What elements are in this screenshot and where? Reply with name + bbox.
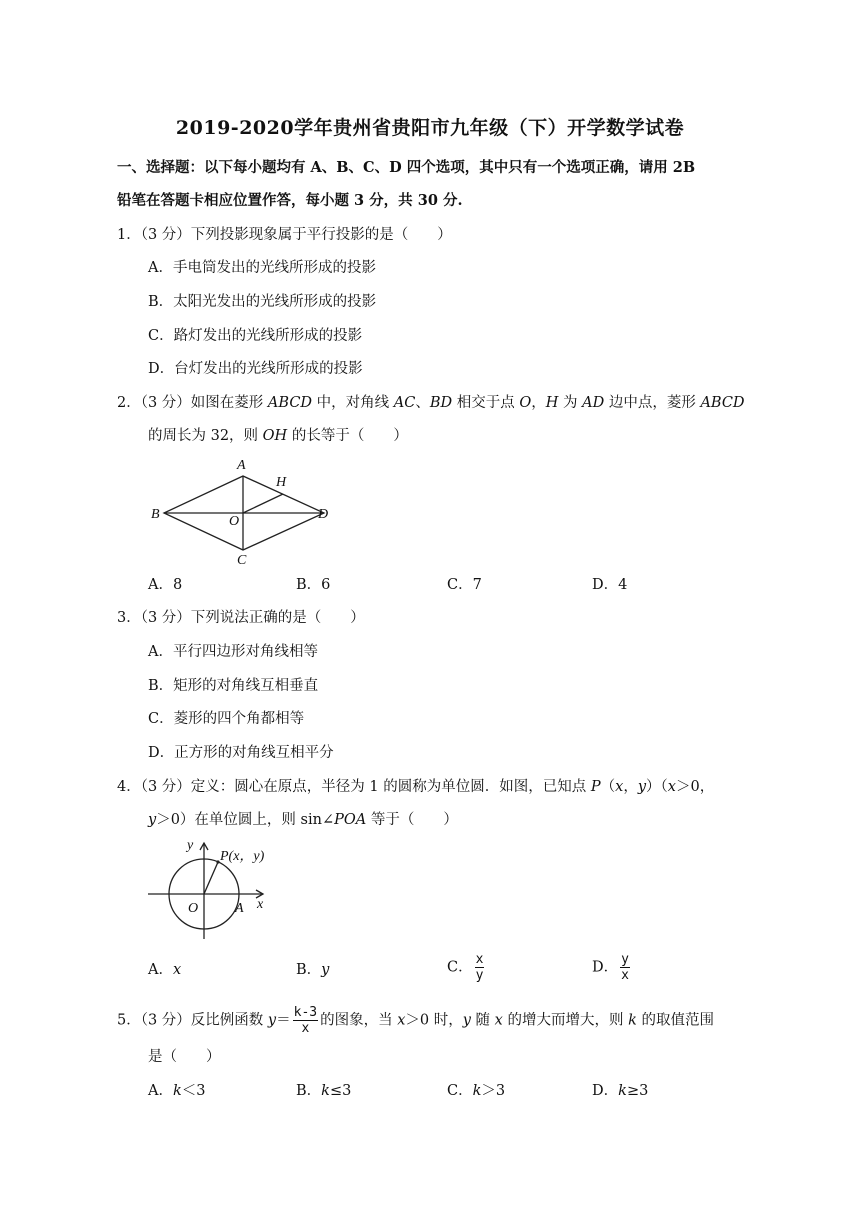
q5-option-b: B．k≤3: [296, 1083, 352, 1099]
q4-option-c: C． $\frac{x}{y}$: [447, 952, 484, 983]
q2-option-a: A．8: [148, 577, 183, 593]
q3-option-d: D．正方形的对角线互相平分: [148, 745, 334, 761]
q3-option-c: C．菱形的四个角都相等: [148, 711, 305, 727]
q3-option-a: A．平行四边形对角线相等: [148, 644, 318, 660]
q5-stem-line1: 5．（3 分）反比例函数 y＝ $\frac{k-3}{x}$ 的图象，当 x＞0 时，y 随 x 的增大而增大，则 k 的取值范围: [117, 1005, 714, 1036]
q4-stem-line2: y＞0）在单位圆上，则 sin∠POA 等于（ ）: [148, 812, 458, 828]
q2-option-b: B．6: [296, 577, 331, 593]
q1-stem: 1．（3 分）下列投影现象属于平行投影的是（ ）: [117, 227, 452, 243]
q2-option-d: D．4: [592, 577, 628, 593]
section-heading-line1: 一、选择题：以下每小题均有 A、B、C、D 四个选项，其中只有一个选项正确，请用 2B: [117, 159, 696, 176]
q5-option-d: D．k≥3: [592, 1083, 649, 1099]
q4-stem-line1: 4．（3 分）定义：圆心在原点，半径为 1 的圆称为单位圆．如图，已知点 P（x，y）（x＞0，: [117, 779, 715, 795]
fraction-k-minus-3-over-x: $\frac{k-3}{x}$: [293, 1005, 318, 1036]
label-b: B: [151, 507, 160, 522]
q2-stem-line2: 的周长为 32，则 OH 的长等于（ ）: [148, 428, 408, 444]
q5-option-a: A．k＜3: [148, 1083, 206, 1099]
label-h: H: [276, 475, 287, 490]
q4-options: [148, 952, 708, 998]
q5-option-c: C．k＞3: [447, 1083, 506, 1099]
q4-option-b: B．y: [296, 962, 330, 978]
q2-option-c: C．7: [447, 577, 482, 593]
fraction-y-over-x: $\frac{y}{x}$: [621, 952, 629, 983]
label-o: O: [188, 901, 199, 916]
q3-option-b: B．矩形的对角线互相垂直: [148, 678, 319, 694]
q1-option-b: B．太阳光发出的光线所形成的投影: [148, 294, 377, 310]
q5-stem-line2: 是（ ）: [148, 1049, 221, 1065]
label-o: O: [229, 514, 240, 529]
q1-option-c: C．路灯发出的光线所形成的投影: [148, 328, 363, 344]
label-c: C: [237, 553, 247, 568]
section-heading-line2: 铅笔在答题卡相应位置作答，每小题 3 分，共 30 分.: [117, 192, 463, 209]
segment-oh: [243, 494, 283, 513]
q1-option-d: D．台灯发出的光线所形成的投影: [148, 361, 363, 377]
label-d: D: [318, 507, 329, 522]
unit-circle-figure: [145, 833, 280, 943]
page-title: 2019-2020学年贵州省贵阳市九年级（下）开学数学试卷: [175, 117, 685, 139]
label-y-axis: y: [187, 838, 194, 853]
fraction-x-over-y: $\frac{x}{y}$: [475, 952, 484, 983]
q2-stem-line1: 2．（3 分）如图在菱形 ABCD 中，对角线 AC、BD 相交于点 O，H 为 AD 边中点，菱形 ABCD: [117, 395, 745, 411]
q5-options: [148, 1081, 708, 1101]
q1-option-a: A．手电筒发出的光线所形成的投影: [148, 260, 376, 276]
q2-options: [148, 575, 708, 595]
label-a: A: [237, 458, 246, 473]
q4-option-d: D． $\frac{y}{x}$: [592, 952, 629, 983]
label-x-axis: x: [257, 897, 264, 912]
label-a: A: [235, 901, 244, 916]
q3-stem: 3．（3 分）下列说法正确的是（ ）: [117, 610, 365, 626]
rhombus-figure: [148, 452, 338, 568]
label-p: P(x，y): [220, 849, 265, 864]
radius-op: [204, 862, 218, 894]
q4-option-a: A．x: [148, 962, 182, 978]
